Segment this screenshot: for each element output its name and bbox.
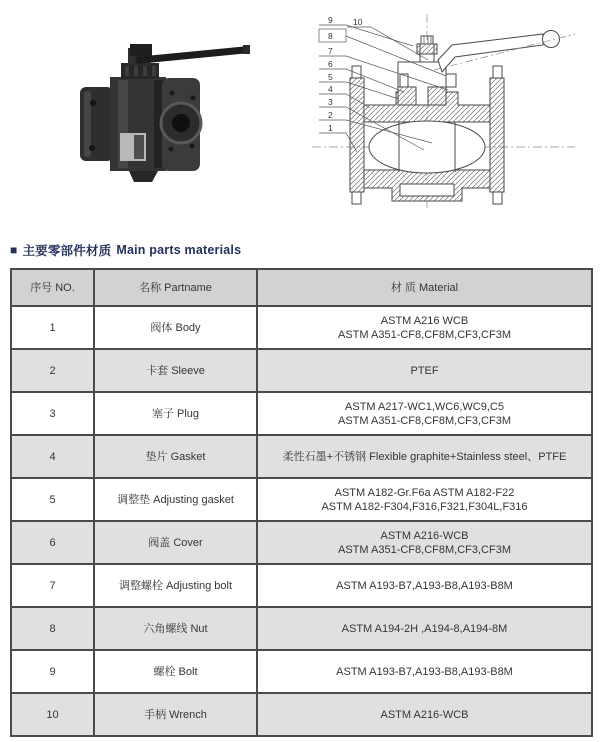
materials-table: [10, 268, 593, 737]
row-material: ASTM A193-B7,A193-B8,A193-B8M: [257, 564, 592, 607]
callout-9: 9: [328, 15, 333, 25]
row-material: 柔性石墨+不锈钢 Flexible graphite+Stainless steel、PTFE: [257, 435, 592, 478]
table-header-row: [11, 269, 592, 306]
drawing-wrench-ball: [543, 31, 560, 48]
drawing-left-flange: [350, 78, 364, 192]
row-partname: 阀盖 Cover: [94, 521, 257, 564]
row-no: 3: [11, 392, 94, 435]
drawing-stem-nut: [417, 44, 437, 54]
col-header-partname: 名称 Partname: [94, 269, 257, 306]
table-row: [11, 650, 592, 693]
drawing-wrench: [438, 34, 543, 72]
row-material: ASTM A216 WCB ASTM A351-CF8,CF8M,CF3,CF3M: [257, 306, 592, 349]
heading-title-en: Main parts materials: [116, 243, 242, 257]
table-row: [11, 607, 592, 650]
callout-7: 7: [328, 46, 333, 56]
col-header-material: 材 质 Material: [257, 269, 592, 306]
heading-bullet-icon: ■: [10, 243, 18, 257]
row-partname: 手柄 Wrench: [94, 693, 257, 736]
table-row: [11, 478, 592, 521]
table-row: [11, 521, 592, 564]
row-partname: 调整垫 Adjusting gasket: [94, 478, 257, 521]
photo-bottom-cap: [129, 171, 158, 182]
callout-1: 1: [328, 123, 333, 133]
drawing-plug: [369, 121, 485, 173]
callout-4: 4: [328, 84, 333, 94]
row-no: 5: [11, 478, 94, 521]
drawing-gland-left: [398, 87, 416, 105]
row-no: 6: [11, 521, 94, 564]
row-material: ASTM A216-WCB: [257, 693, 592, 736]
row-partname: 螺栓 Bolt: [94, 650, 257, 693]
photo-handle: [135, 46, 250, 64]
drawing-bolt-right: [446, 74, 456, 87]
row-partname: 六角螺线 Nut: [94, 607, 257, 650]
figure: [0, 0, 600, 235]
drawing-bottom-cover: [400, 184, 454, 196]
figure-svg: [0, 0, 600, 235]
callout-3: 3: [328, 97, 333, 107]
row-partname: 卡套 Sleeve: [94, 349, 257, 392]
callout-6: 6: [328, 59, 333, 69]
row-no: 8: [11, 607, 94, 650]
callout-8: 8: [328, 31, 333, 41]
col-header-no: 序号 NO.: [11, 269, 94, 306]
photo-bore: [172, 114, 190, 132]
photo-bolt-hole: [90, 100, 96, 106]
table-row: [11, 349, 592, 392]
row-no: 4: [11, 435, 94, 478]
table-row: [11, 693, 592, 736]
row-material: ASTM A194-2H ,A194-8,A194-8M: [257, 607, 592, 650]
row-material: ASTM A217-WC1,WC6,WC9,C5 ASTM A351-CF8,CF8M,CF3,CF3M: [257, 392, 592, 435]
row-no: 10: [11, 693, 94, 736]
row-no: 2: [11, 349, 94, 392]
row-material: ASTM A182-Gr.F6a ASTM A182-F22 ASTM A182-F304,F316,F321,F304L,F316: [257, 478, 592, 521]
callout-5: 5: [328, 72, 333, 82]
heading-title-zh: 主要零部件材质: [22, 244, 112, 258]
row-no: 7: [11, 564, 94, 607]
drawing-right-flange: [490, 78, 504, 192]
row-partname: 垫片 Gasket: [94, 435, 257, 478]
row-partname: 调整螺栓 Adjusting bolt: [94, 564, 257, 607]
table-row: [11, 306, 592, 349]
row-material: ASTM A193-B7,A193-B8,A193-B8M: [257, 650, 592, 693]
row-no: 1: [11, 306, 94, 349]
callout-2: 2: [328, 110, 333, 120]
row-partname: 塞子 Plug: [94, 392, 257, 435]
row-material: ASTM A216-WCB ASTM A351-CF8,CF8M,CF3,CF3M: [257, 521, 592, 564]
row-partname: 阀体 Body: [94, 306, 257, 349]
valve-photo: [80, 44, 250, 182]
photo-bolt-hole: [89, 145, 95, 151]
table-row: [11, 435, 592, 478]
callout-10: 10: [353, 17, 363, 27]
valve-drawing: [312, 14, 575, 208]
section-heading: [10, 241, 241, 259]
table-row: [11, 392, 592, 435]
table-row: [11, 564, 592, 607]
row-no: 9: [11, 650, 94, 693]
row-material: PTEF: [257, 349, 592, 392]
drawing-gland-right: [428, 87, 446, 105]
